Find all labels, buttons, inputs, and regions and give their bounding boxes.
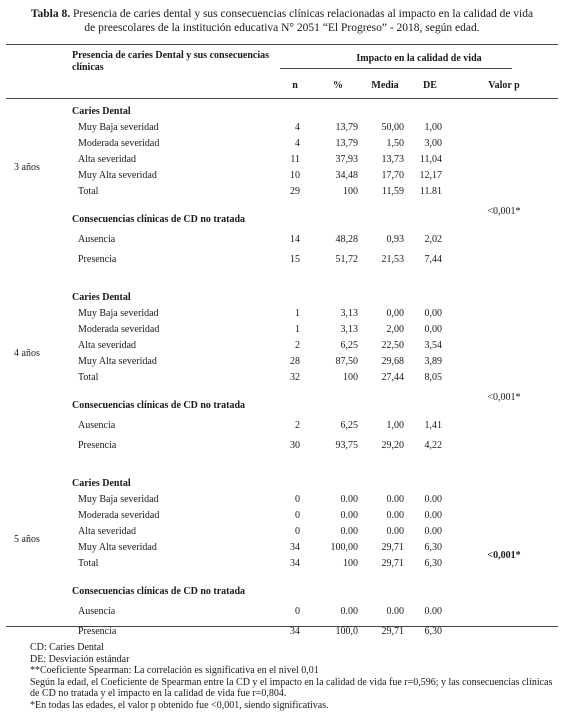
table-notes <box>30 642 558 712</box>
cell-media: 11,59 <box>381 186 404 197</box>
cell-pct: 0.00 <box>340 494 358 505</box>
cell-n: 10 <box>290 170 300 181</box>
row-label: Total <box>78 558 99 569</box>
pvalue-cell: <0,001* <box>487 550 521 561</box>
cell-n: 0 <box>295 510 300 521</box>
row-label: Muy Alta severidad <box>78 170 157 181</box>
cell-n: 34 <box>290 558 300 569</box>
row-label: Moderada severidad <box>78 138 160 149</box>
cell-pct: 0.00 <box>340 526 358 537</box>
cell-de: 6,30 <box>424 626 442 637</box>
cell-n: 28 <box>290 356 300 367</box>
row-label: Presencia <box>78 254 117 265</box>
note-correlation: Según la edad, el Coeficiente de Spearman entre la CD y el impacto en la calidad de vida fue r=0,596; y las consecuencias clínicas de CD no tratada y el impacto en la calidad de vida fue r=0,804. <box>30 676 553 700</box>
header-n: n <box>292 80 298 91</box>
cell-pct: 100 <box>343 558 358 569</box>
cell-de: 0.00 <box>424 510 442 521</box>
pvalue-cell: <0,001* <box>487 392 521 403</box>
cell-n: 15 <box>290 254 300 265</box>
cell-de: 1,00 <box>424 122 442 133</box>
note-de: DE: Desviación estándar <box>30 653 130 665</box>
cell-media: 22,50 <box>381 340 404 351</box>
cell-media: 50,00 <box>381 122 404 133</box>
cell-n: 1 <box>295 324 300 335</box>
cell-media: 0.00 <box>386 494 404 505</box>
age-label: 5 años <box>14 534 40 545</box>
cell-de: 12,17 <box>419 170 442 181</box>
cell-pct: 0.00 <box>340 510 358 521</box>
cell-de: 11.81 <box>419 186 442 197</box>
cell-de: 7,44 <box>424 254 442 265</box>
row-label: Ausencia <box>78 420 116 431</box>
caption-line-2: de preescolares de la institución educativa N° 2051 “El Progreso” - 2018, según edad. <box>84 22 480 34</box>
cell-media: 2,00 <box>386 324 404 335</box>
row-label: Muy Baja severidad <box>78 494 159 505</box>
cell-media: 17,70 <box>381 170 404 181</box>
cell-de: 0,00 <box>424 324 442 335</box>
header-pvalue: Valor p <box>488 80 520 91</box>
header-pct: % <box>333 80 343 91</box>
cell-n: 0 <box>295 526 300 537</box>
cell-media: 29,71 <box>381 558 404 569</box>
cell-n: 34 <box>290 542 300 553</box>
cell-de: 0.00 <box>424 494 442 505</box>
bottom-rule <box>6 626 558 627</box>
cell-n: 34 <box>290 626 300 637</box>
section-title-caries: Caries Dental <box>72 478 131 489</box>
cell-pct: 48,28 <box>335 234 358 245</box>
cell-de: 3,00 <box>424 138 442 149</box>
row-label: Alta severidad <box>78 526 137 537</box>
header-de: DE <box>423 80 437 91</box>
cell-media: 13,73 <box>381 154 404 165</box>
note-cd: CD: Caries Dental <box>30 642 104 653</box>
cell-pct: 6,25 <box>340 340 358 351</box>
impact-underline <box>280 68 512 69</box>
cell-n: 14 <box>290 234 300 245</box>
row-label: Muy Alta severidad <box>78 356 157 367</box>
cell-media: 0.00 <box>386 510 404 521</box>
cell-n: 2 <box>295 340 300 351</box>
cell-n: 32 <box>290 372 300 383</box>
cell-pct: 100,00 <box>330 542 358 553</box>
cell-pct: 0.00 <box>340 606 358 617</box>
section-title-consequences: Consecuencias clínicas de CD no tratada <box>72 400 246 411</box>
cell-pct: 13,79 <box>335 138 358 149</box>
cell-pct: 87,50 <box>335 356 358 367</box>
section-title-consequences: Consecuencias clínicas de CD no tratada <box>72 214 246 225</box>
cell-de: 11,04 <box>419 154 442 165</box>
cell-de: 0,00 <box>424 308 442 319</box>
header-group: Presencia de caries Dental y sus consecuencias clínicas <box>72 50 270 73</box>
caption-line-1: Presencia de caries dental y sus consecuencias clínicas relacionadas al impacto en la calidad de vida <box>72 8 534 20</box>
row-label: Total <box>78 372 99 383</box>
row-label: Muy Baja severidad <box>78 308 159 319</box>
row-label: Presencia <box>78 440 117 451</box>
row-label: Ausencia <box>78 234 116 245</box>
cell-media: 29,20 <box>381 440 404 451</box>
cell-pct: 3,13 <box>340 324 358 335</box>
cell-n: 1 <box>295 308 300 319</box>
row-label: Moderada severidad <box>78 510 160 521</box>
cell-media: 1,00 <box>386 420 404 431</box>
cell-pct: 13,79 <box>335 122 358 133</box>
cell-media: 1,50 <box>386 138 404 149</box>
cell-de: 8,05 <box>424 372 442 383</box>
row-label: Moderada severidad <box>78 324 160 335</box>
cell-pct: 3,13 <box>340 308 358 319</box>
cell-media: 29,71 <box>381 542 404 553</box>
cell-de: 6,30 <box>424 558 442 569</box>
cell-de: 2,02 <box>424 234 442 245</box>
header-media: Media <box>371 80 399 91</box>
cell-pct: 34,48 <box>335 170 358 181</box>
cell-n: 4 <box>295 138 300 149</box>
row-label: Alta severidad <box>78 340 137 351</box>
cell-n: 4 <box>295 122 300 133</box>
cell-media: 0,93 <box>386 234 404 245</box>
row-label: Muy Baja severidad <box>78 122 159 133</box>
row-label: Presencia <box>78 626 117 637</box>
cell-media: 21,53 <box>381 254 404 265</box>
top-rule <box>6 44 558 45</box>
row-label: Muy Alta severidad <box>78 542 157 553</box>
cell-media: 27,44 <box>381 372 404 383</box>
cell-n: 0 <box>295 494 300 505</box>
header-impact: Impacto en la calidad de vida <box>356 53 482 64</box>
cell-de: 4,22 <box>424 440 442 451</box>
cell-pct: 51,72 <box>335 254 358 265</box>
header-rule <box>6 98 558 99</box>
cell-de: 0.00 <box>424 526 442 537</box>
note-spearman: **Coeficiente Spearman: La correlación es significativa en el nivel 0,01 <box>30 665 319 677</box>
table-caption <box>6 7 558 35</box>
cell-n: 11 <box>290 154 300 165</box>
age-label: 3 años <box>14 162 40 173</box>
cell-de: 0.00 <box>424 606 442 617</box>
table-label: Tabla 8. <box>30 8 71 20</box>
pvalue-cell: <0,001* <box>487 206 521 217</box>
cell-media: 0.00 <box>386 606 404 617</box>
section-title-consequences: Consecuencias clínicas de CD no tratada <box>72 586 246 597</box>
cell-pct: 100 <box>343 186 358 197</box>
cell-media: 29,68 <box>381 356 404 367</box>
cell-pct: 6,25 <box>340 420 358 431</box>
row-label: Total <box>78 186 99 197</box>
cell-n: 0 <box>295 606 300 617</box>
row-label: Alta severidad <box>78 154 137 165</box>
cell-pct: 37,93 <box>335 154 358 165</box>
row-label: Ausencia <box>78 606 116 617</box>
cell-de: 1,41 <box>424 420 442 431</box>
section-title-caries: Caries Dental <box>72 292 131 303</box>
section-title-caries: Caries Dental <box>72 106 131 117</box>
cell-media: 29,71 <box>381 626 404 637</box>
cell-n: 2 <box>295 420 300 431</box>
cell-pct: 100,0 <box>335 626 358 637</box>
note-pvalue: *En todas las edades, el valor p obtenido fue <0,001, siendo significativas. <box>30 699 329 711</box>
cell-n: 29 <box>290 186 300 197</box>
cell-media: 0,00 <box>386 308 404 319</box>
cell-n: 30 <box>290 440 300 451</box>
cell-de: 3,54 <box>424 340 442 351</box>
cell-pct: 93,75 <box>335 440 358 451</box>
cell-de: 3,89 <box>424 356 442 367</box>
cell-media: 0.00 <box>386 526 404 537</box>
cell-de: 6,30 <box>424 542 442 553</box>
cell-pct: 100 <box>343 372 358 383</box>
age-label: 4 años <box>14 348 40 359</box>
